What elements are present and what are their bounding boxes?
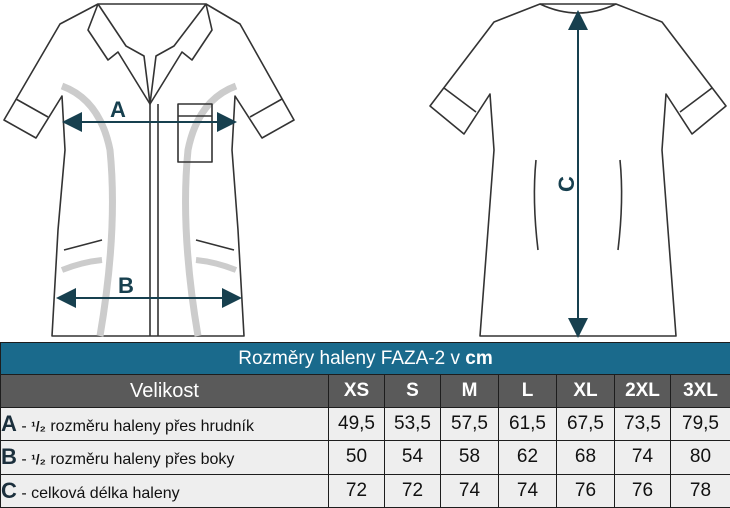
row-b-description: rozměru haleny přes boky xyxy=(45,451,235,469)
table-cell: 72 xyxy=(385,474,441,507)
table-cell: 73,5 xyxy=(615,407,671,440)
header-size-3xl: 3XL xyxy=(671,375,730,407)
measure-a-label: A xyxy=(110,97,126,122)
row-c-label xyxy=(1,474,329,507)
table-cell: 80 xyxy=(671,441,730,474)
size-table xyxy=(0,342,730,508)
table-cell: 54 xyxy=(385,441,441,474)
table-cell: 79,5 xyxy=(671,407,730,440)
row-c-dash: - xyxy=(16,484,32,502)
row-a-fraction: ¹/₂ xyxy=(31,417,46,434)
header-size-2xl: 2XL xyxy=(615,375,671,407)
table-cell: 49,5 xyxy=(329,407,385,440)
header-size-xs: XS xyxy=(329,375,385,407)
row-c-description: celková délka haleny xyxy=(31,484,180,502)
row-a-dash: - xyxy=(16,417,32,435)
table-title xyxy=(1,343,730,375)
table-cell: 62 xyxy=(499,441,557,474)
header-size-s: S xyxy=(385,375,441,407)
table-cell: 57,5 xyxy=(441,407,499,440)
table-cell: 50 xyxy=(329,441,385,474)
measure-c-label: C xyxy=(554,176,579,192)
table-cell: 74 xyxy=(615,441,671,474)
table-cell: 61,5 xyxy=(499,407,557,440)
row-a-letter: A xyxy=(1,410,17,436)
table-header-row xyxy=(1,375,730,407)
table-cell: 74 xyxy=(499,474,557,507)
table-row xyxy=(1,407,730,440)
table-title-row xyxy=(1,343,730,375)
row-a-label xyxy=(1,407,329,440)
table-cell: 67,5 xyxy=(557,407,615,440)
row-b-label xyxy=(1,441,329,474)
table-cell: 53,5 xyxy=(385,407,441,440)
table-cell: 74 xyxy=(441,474,499,507)
front-view xyxy=(4,4,294,336)
table-title-unit: cm xyxy=(465,347,493,369)
header-size-label: Velikost xyxy=(1,375,329,407)
row-b-dash: - xyxy=(16,451,32,469)
table-title-text: Rozměry haleny FAZA-2 v xyxy=(238,347,460,369)
table-cell: 68 xyxy=(557,441,615,474)
table-cell: 72 xyxy=(329,474,385,507)
header-size-m: M xyxy=(441,375,499,407)
measure-b-label: B xyxy=(118,273,134,298)
row-c-letter: C xyxy=(1,477,17,503)
table-cell: 78 xyxy=(671,474,730,507)
table-row xyxy=(1,474,730,507)
row-b-fraction: ¹/₂ xyxy=(31,451,46,468)
row-b-letter: B xyxy=(1,444,17,470)
front-body-outline xyxy=(4,4,294,336)
table-cell: 76 xyxy=(615,474,671,507)
row-a-description: rozměru haleny přes hrudník xyxy=(45,417,254,435)
table-cell: 58 xyxy=(441,441,499,474)
table-cell: 76 xyxy=(557,474,615,507)
header-size-l: L xyxy=(499,375,557,407)
header-size-xl: XL xyxy=(557,375,615,407)
table-row xyxy=(1,441,730,474)
